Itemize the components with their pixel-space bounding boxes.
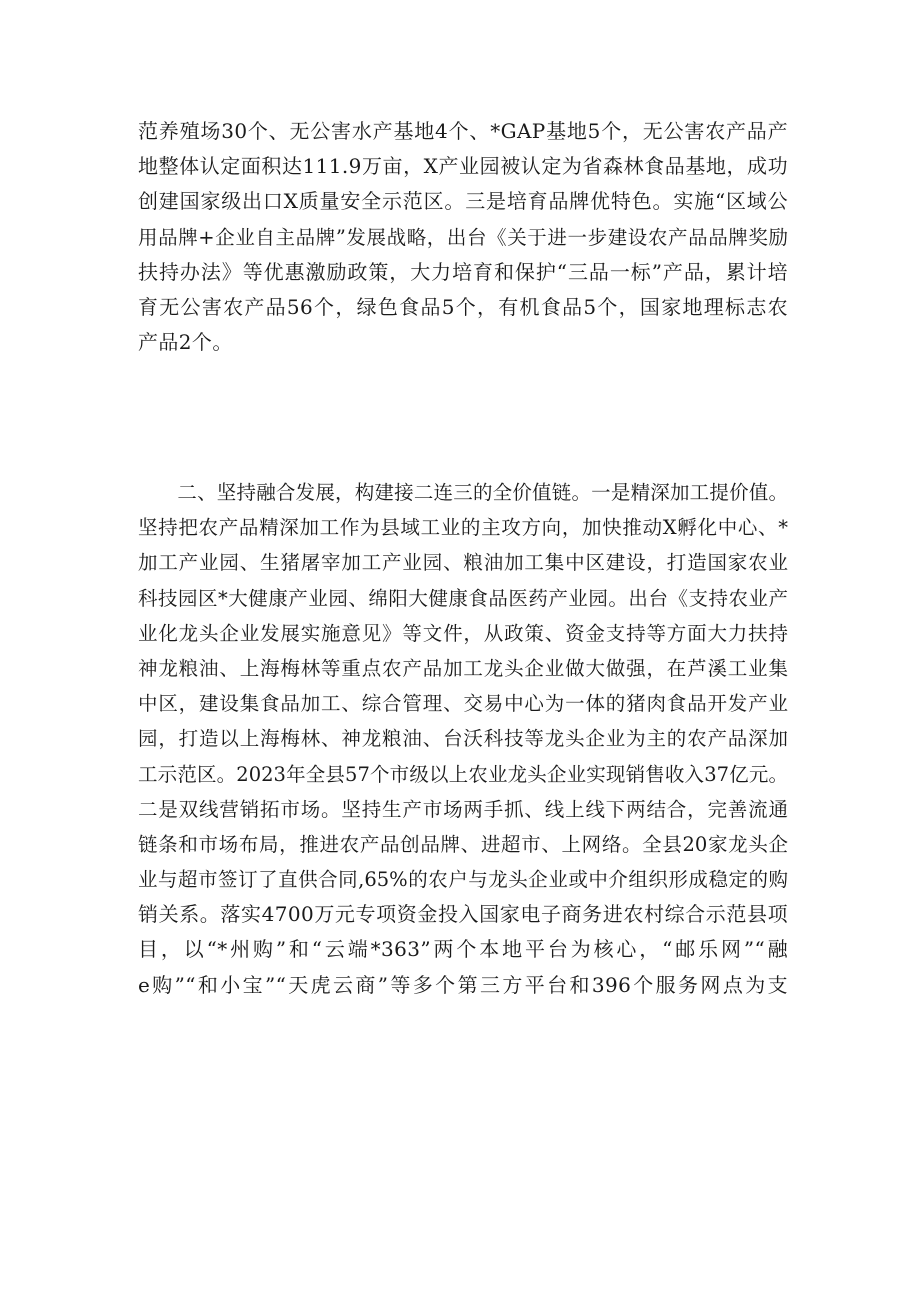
paragraph-line: e购”“和小宝”“天虎云商”等多个第三方平台和396个服务网点为支 xyxy=(138,972,788,997)
paragraph-line: 神龙粮油、上海梅林等重点农产品加工龙头企业做大做强，在芦溪工业集 xyxy=(138,656,788,680)
paragraph-line: 园，打造以上海梅林、神龙粮油、台沃科技等龙头企业为主的农产品深加 xyxy=(138,727,788,751)
paragraph-line: 科技园区*大健康产业园、绵阳大健康食品医药产业园。出台《支持农业产 xyxy=(138,586,788,610)
paragraph-line: 工示范区。2023年全县57个市级以上农业龙头企业实现销售收入37亿元。 xyxy=(138,762,788,786)
paragraph-line: 育无公害农产品56个，绿色食品5个，有机食品5个，国家地理标志农 xyxy=(138,294,788,319)
paragraph-line: 范养殖场30个、无公害水产基地4个、*GAP基地5个，无公害农产品产 xyxy=(138,119,788,143)
paragraph-line: 二、坚持融合发展，构建接二连三的全价值链。一是精深加工提价值。 xyxy=(138,481,788,504)
paragraph-2 xyxy=(138,475,788,1003)
paragraph-line: 加工产业园、生猪屠宰加工产业园、粮油加工集中区建设，打造国家农业 xyxy=(138,551,788,575)
paragraph-line: 二是双线营销拓市场。坚持生产市场两手抓、线上线下两结合，完善流通 xyxy=(138,797,788,821)
paragraph-line: 创建国家级出口X质量安全示范区。三是培育品牌优特色。实施“区域公 xyxy=(138,189,788,214)
paragraph-line: 业与超市签订了直供合同,65%的农户与龙头企业或中介组织形成稳定的购 xyxy=(138,868,788,892)
paragraph-line: 产品2个。 xyxy=(138,330,233,355)
paragraph-line: 中区，建设集食品加工、综合管理、交易中心为一体的猪肉食品开发产业 xyxy=(138,692,788,716)
paragraph-line: 业化龙头企业发展实施意见》等文件，从政策、资金支持等方面大力扶持 xyxy=(138,621,788,645)
paragraph-line: 扶持办法》等优惠激励政策，大力培育和保护“三品一标”产品，累计培 xyxy=(138,259,788,284)
paragraph-line: 目，以“*州购”和“云端*363”两个本地平台为核心，“邮乐网”“融 xyxy=(138,937,788,962)
paragraph-line: 地整体认定面积达111.9万亩，X产业园被认定为省森林食品基地，成功 xyxy=(138,154,788,179)
paragraph-1 xyxy=(138,114,788,360)
paragraph-line: 用品牌+企业自主品牌”发展战略，出台《关于进一步建设农产品品牌奖励 xyxy=(138,225,788,249)
paragraph-line: 坚持把农产品精深加工作为县域工业的主攻方向，加快推动X孵化中心、* xyxy=(138,516,788,540)
paragraph-line: 销关系。落实4700万元专项资金投入国家电子商务进农村综合示范县项 xyxy=(138,902,788,927)
paragraph-line: 链条和市场布局，推进农产品创品牌、进超市、上网络。全县20家龙头企 xyxy=(138,832,788,856)
